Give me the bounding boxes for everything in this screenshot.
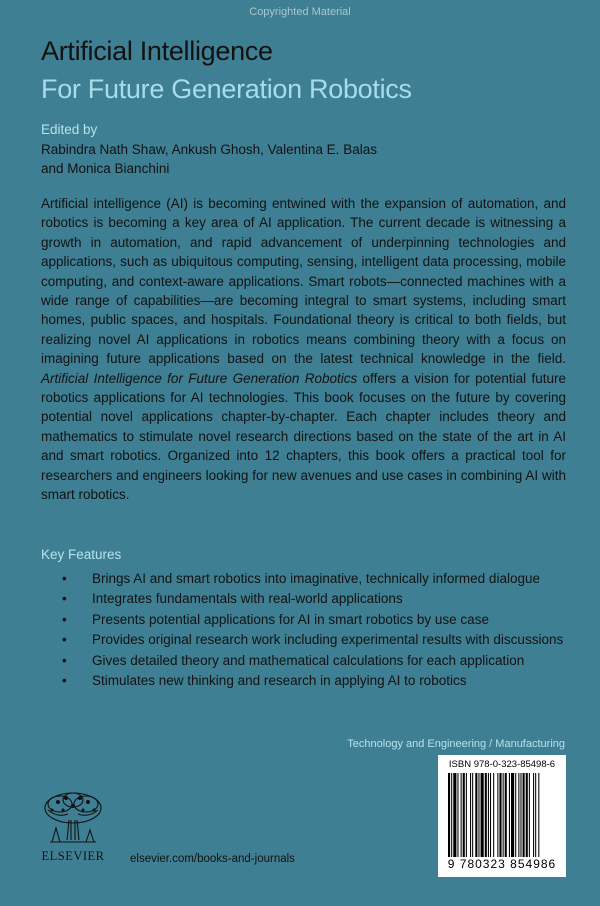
barcode-digits: 9 780323 854986	[447, 857, 557, 871]
barcode-icon	[448, 773, 556, 857]
barcode-bar	[509, 773, 510, 857]
barcode-bar	[511, 773, 514, 857]
barcode-bar	[478, 773, 479, 857]
feature-text: Presents potential applications for AI in smart robotics by use case	[92, 611, 489, 627]
barcode-bar	[490, 773, 491, 857]
watermark: Copyrighted Material	[249, 6, 351, 18]
barcode-bar	[463, 773, 465, 857]
barcode-bar	[505, 773, 507, 857]
barcode-bar	[526, 773, 528, 857]
description-part1: Artificial intelligence (AI) is becoming entwined with the expansion of automation, and robotics is becoming a key area of AI application. The current decade is witnessing a growth in automation, and rapid advancement of underpinning technologies and applications, such as ubiquitous computing, sensing, intelligent data processing, mobile computing, and context-aware applications. Smart robots—connected machines with a wide range of capabilities—are becoming integral to smart systems, including smart homes, public spaces, and hospitals. Foundational theory is critical to both fields, but realizing novel AI applications in robotics means combining theory with a focus on imagining future applications based on the latest technical knowledge in the field.	[41, 196, 566, 367]
barcode-bar	[481, 773, 484, 857]
feature-text: Integrates fundamentals with real-world applications	[92, 591, 403, 607]
barcode-bar	[453, 773, 456, 857]
book-title: Artificial Intelligence	[41, 36, 273, 66]
barcode-bar	[466, 773, 467, 857]
subject-category: Technology and Engineering / Manufacturing	[347, 738, 565, 750]
barcode-bar	[472, 773, 473, 857]
barcode-bar	[485, 773, 487, 857]
barcode-bar	[520, 773, 521, 857]
bullet-icon: •	[62, 591, 67, 607]
barcode-bar	[503, 773, 504, 857]
description-italic-title: Artificial Intelligence for Future Generation Robotics	[41, 370, 358, 386]
feature-text: Provides original research work including experimental results with discussions	[92, 632, 564, 648]
barcode-bar	[535, 773, 536, 857]
isbn-barcode-box	[438, 755, 566, 877]
barcode-bar	[538, 773, 539, 857]
list-item	[62, 611, 582, 629]
list-item	[62, 570, 582, 588]
list-item	[62, 652, 582, 670]
key-features-list	[62, 570, 582, 692]
barcode-bar	[448, 773, 450, 857]
list-item	[62, 590, 582, 608]
editor-names-line1: Rabindra Nath Shaw, Ankush Ghosh, Valentina E. Balas	[41, 142, 377, 157]
key-features-heading: Key Features	[41, 547, 122, 562]
list-item	[62, 672, 582, 690]
barcode-bar	[518, 773, 519, 857]
description-part2: offers a vision for potential future robotics applications for AI technologies. This book focuses on the future by covering potential novel applications chapter-by-chapter. Each chapter includes theory and mathematics to stimulate novel research directions based on the state of the art in AI and smart robotics. Organized into 12 chapters, this book offers a practical tool for researchers and engineers looking for new avenues and use cases in combining AI with smart robotics.	[41, 370, 566, 503]
bullet-icon: •	[62, 571, 67, 586]
feature-text: Stimulates new thinking and research in applying AI to robotics	[92, 672, 467, 688]
bullet-icon: •	[62, 611, 67, 627]
barcode-bar	[497, 773, 498, 857]
barcode-bar	[493, 773, 494, 857]
barcode-bar	[451, 773, 452, 857]
bullet-icon: •	[62, 672, 67, 688]
barcode-bar	[461, 773, 462, 857]
book-description	[41, 194, 566, 505]
barcode-bar	[515, 773, 516, 857]
editor-names	[41, 140, 471, 178]
elsevier-tree-logo-icon	[38, 790, 108, 848]
isbn-label: ISBN 978-0-323-85498-6	[448, 759, 556, 770]
feature-text: Brings AI and smart robotics into imaginative, technically informed dialogue	[92, 571, 540, 586]
editor-names-line2: and Monica Bianchini	[41, 161, 170, 176]
barcode-bar	[457, 773, 458, 857]
feature-text: Gives detailed theory and mathematical calculations for each application	[92, 652, 525, 668]
barcode-bar	[529, 773, 530, 857]
publisher-name: ELSEVIER	[41, 849, 105, 863]
barcode-bar	[523, 773, 525, 857]
barcode-bar	[470, 773, 471, 857]
barcode-bar	[475, 773, 477, 857]
edited-by-label: Edited by	[41, 122, 98, 137]
barcode-bar	[533, 773, 534, 857]
bullet-icon: •	[62, 652, 67, 668]
list-item	[62, 631, 582, 649]
book-subtitle: For Future Generation Robotics	[41, 74, 412, 104]
barcode-bar	[499, 773, 501, 857]
publisher-url[interactable]: elsevier.com/books-and-journals	[130, 853, 295, 865]
barcode-bar	[488, 773, 489, 857]
bullet-icon: •	[62, 632, 67, 648]
